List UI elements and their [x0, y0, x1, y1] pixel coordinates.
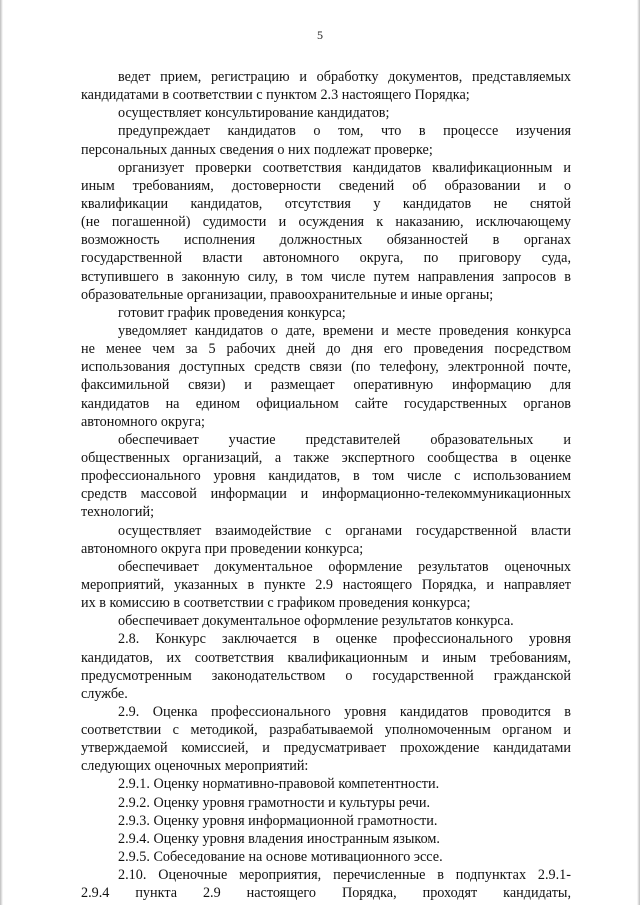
text-line: организует проверки соответствия кандидатов квалификационным и — [118, 159, 571, 176]
text-line: квалификации кандидатов, отсутствия у кандидатов не снятой — [81, 195, 571, 212]
text-line: профессионального уровня кандидатов, в том числе с использованием — [81, 468, 571, 485]
text-line: готовит график проведения конкурса; — [118, 304, 346, 321]
text-line: возможность исполнения должностных обязанностей в органах — [81, 232, 571, 249]
text-line: общественных организаций, а также экспертного сообщества в оценке — [81, 449, 571, 466]
page-number: 5 — [317, 28, 323, 42]
text-line: 2.9.3. Оценку уровня информационной грамотности. — [118, 812, 438, 829]
text-line: утверждаемой комиссией, и предусматривает прохождение кандидатами — [81, 740, 571, 757]
text-line: технологий; — [81, 504, 155, 521]
text-line: 2.9.4 пункта 2.9 настоящего Порядка, проходят кандидаты, — [81, 885, 571, 902]
text-line: персональных данных сведения о них подлежат проверке; — [81, 141, 433, 158]
text-line: их в комиссию в соответствии с графиком проведения конкурса; — [81, 595, 471, 612]
text-line: 2.9. Оценка профессионального уровня кандидатов проводится в — [118, 703, 571, 720]
text-line: следующих оценочных мероприятий: — [81, 758, 309, 775]
text-line: кандидатов на едином официальном сайте государственных органов — [81, 395, 571, 412]
text-line: 2.9.4. Оценку уровня владения иностранным языком. — [118, 830, 440, 847]
text-line: обеспечивает участие представителей образовательных и — [118, 431, 571, 448]
text-line: 2.9.5. Собеседование на основе мотивационного эссе. — [118, 849, 443, 866]
text-line: государственной власти автономного округа, по приговору суда, — [81, 250, 571, 267]
text-line: автономного округа; — [81, 413, 205, 430]
text-line: 2.8. Конкурс заключается в оценке профессионального уровня — [118, 631, 571, 648]
text-line: (не погашенной) судимости и осуждения к наказанию, исключающему — [81, 214, 571, 231]
text-line: кандидатов, их соответствия квалификационным и иным требованиям, — [81, 649, 571, 666]
text-line: вступившего в законную силу, в том числе путем направления запросов в — [81, 268, 571, 285]
text-line: 2.9.1. Оценку нормативно-правовой компетентности. — [118, 776, 440, 793]
text-line: осуществляет взаимодействие с органами государственной власти — [118, 522, 571, 539]
text-line: 2.10. Оценочные мероприятия, перечисленные в подпунктах 2.9.1- — [118, 867, 571, 884]
text-line: использования доступных средств связи (по телефону, электронной почте, — [81, 359, 571, 376]
scan-edge-left — [0, 0, 3, 905]
text-line: 2.9.2. Оценку уровня грамотности и культуры речи. — [118, 794, 431, 811]
text-line: мероприятий, указанных в пункте 2.9 настоящего Порядка, и направляет — [81, 576, 571, 593]
text-line: не менее чем за 5 рабочих дней до дня его проведения посредством — [81, 341, 571, 358]
text-line: обеспечивает документальное оформление результатов конкурса. — [118, 613, 514, 630]
text-line: средств массовой информации и информационно-телекоммуникационных — [81, 486, 571, 503]
text-line: службе. — [81, 685, 128, 702]
text-line: автономного округа при проведении конкурса; — [81, 540, 364, 557]
text-line: ведет прием, регистрацию и обработку документов, представляемых — [118, 69, 571, 85]
text-line: соответствии с методикой, разрабатываемой уполномоченным органом и — [81, 722, 571, 739]
text-line: факсимильной связи) и размещает оперативную информацию для — [81, 377, 571, 394]
text-line: образовательные организации, правоохранительные и иные органы; — [81, 286, 494, 303]
document-body — [81, 68, 571, 902]
text-line: предусмотренным законодательством о государственной гражданской — [81, 667, 571, 684]
text-line: иным требованиям, достоверности сведений об образовании и о — [81, 177, 571, 194]
text-line: уведомляет кандидатов о дате, времени и месте проведения конкурса — [118, 322, 571, 339]
text-line: осуществляет консультирование кандидатов; — [118, 105, 390, 122]
text-line: кандидатами в соответствии с пунктом 2.3 настоящего Порядка; — [81, 87, 470, 104]
text-line: предупреждает кандидатов о том, что в процессе изучения — [118, 123, 571, 140]
text-line: обеспечивает документальное оформление результатов оценочных — [118, 558, 571, 575]
